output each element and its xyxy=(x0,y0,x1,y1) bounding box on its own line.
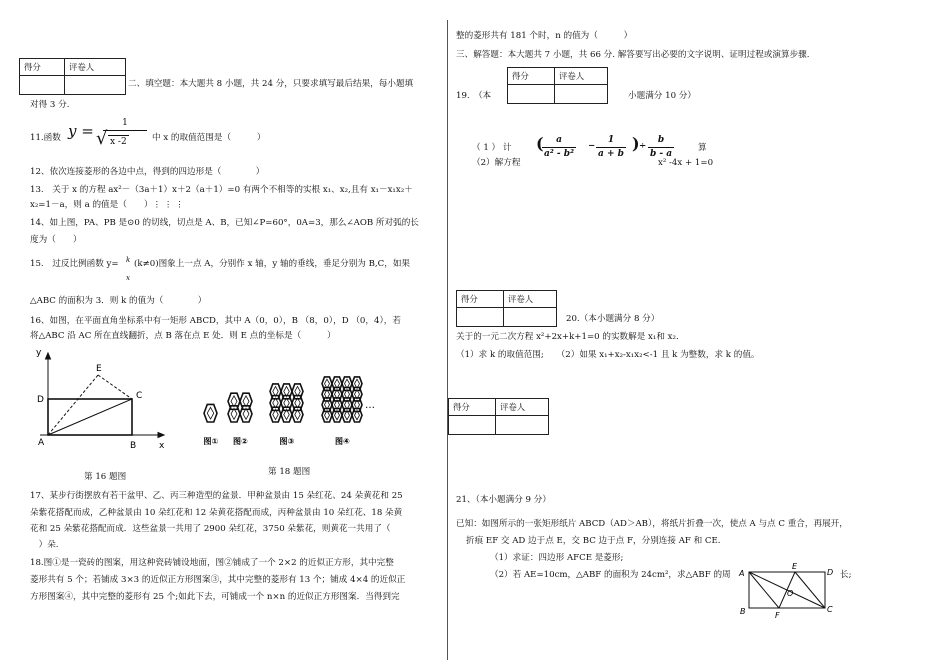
segment-ce xyxy=(795,572,825,608)
q19-part1: （ 1 ） 计 ( $\frac{a}{\text{a² - b²}}$ − $\frac{1}{a + b}$ ) ÷ $\frac{b}{b - a}$ 算 xyxy=(472,134,707,159)
question-17-cont-2: 花和 25 朵紫花搭配而成．这些盆景一共用了 2900 朵红花，3750 朵紫花，则黄花一共用了（ xyxy=(30,524,391,534)
question-18: 18.图①是一瓷砖的图案，用这种瓷砖铺设地面，图②铺成了一个 2×2 的近似正方形，其中完整 xyxy=(30,558,394,568)
q19-suffix: 小题满分 10 分） xyxy=(628,91,696,101)
grader-label: 评卷人 xyxy=(555,68,608,85)
figure-18-label: 图③ xyxy=(279,437,295,446)
figure-21 xyxy=(737,560,837,622)
question-13: 13. 关于 x 的方程 ax²－（3a＋1）x＋2（a＋1）=0 有两个不相等的实根 x₁、x₂,且有 x₁－x₁x₂＋ xyxy=(30,185,413,195)
label-d: D xyxy=(827,568,834,577)
q19-prefix: 19. （本 xyxy=(456,91,492,101)
fraction-a-over-a2b2: $\frac{a}{\text{a² - b²}}$ xyxy=(544,135,575,159)
question-14-cont: 度为（ ） xyxy=(30,235,82,245)
score-label: 得分 xyxy=(457,291,504,308)
q19-part2: （2）解方程 xyxy=(472,158,521,168)
label-a: A xyxy=(38,438,45,448)
q19-1-suffix: 算 xyxy=(698,143,707,153)
question-17-cont-1: 朵紫花搭配而成，乙种盆景由 10 朵红花和 12 朵黄花搭配而成，丙种盆景由 10 朵红花、18 朵黄 xyxy=(30,508,403,518)
question-14: 14、如上图，PA、PB 是⊙0 的切线，切点是 A、B，已知∠P=60°，0A=3，那么∠AOB 所对弧的长 xyxy=(30,218,419,228)
label-a: A xyxy=(739,569,745,578)
q21-part1: （1）求证：四边形 AFCE 是菱形; xyxy=(490,553,624,563)
question-21-cont: 折痕 EF 交 AD 边于点 E，交 BC 边于点 F，分别连接 AF 和 CE. xyxy=(466,536,721,546)
question-18-cont-2: 方形图案④，其中完整的菱形有 25 个;如此下去，可铺成一个 n×n 的近似正方形图案．当得到完 xyxy=(30,592,400,602)
question-21: 已知：如图所示的一张矩形纸片 ABCD（AD＞AB），将纸片折叠一次，使点 A 与点 C 重合，再展开， xyxy=(456,519,848,529)
figure-16 xyxy=(30,345,175,465)
segment-ec xyxy=(98,375,132,399)
q15-x: x xyxy=(126,274,130,282)
section2-heading: 二、填空题：本大题共 8 小题，共 24 分，只要求填写最后结果，每小题填 xyxy=(128,79,414,89)
q15-suffix: (k≠0)图象上一点 A，分别作 x 轴，y 轴的垂线，垂足分别为 B,C，如果 xyxy=(134,259,411,269)
question-15-cont: △ABC 的面积为 3．则 k 的值为（ ） xyxy=(30,296,207,306)
figure-18 xyxy=(198,360,376,452)
score-table-section2 xyxy=(19,58,126,95)
figure-18-ellipsis: … xyxy=(365,400,375,411)
segment-ae xyxy=(48,375,98,435)
score-label: 得分 xyxy=(20,59,65,76)
fraction-b-over-bma: $\frac{b}{b - a}$ xyxy=(650,135,673,159)
label-b: B xyxy=(130,441,137,451)
q11-prefix: 11.函数 xyxy=(30,133,61,143)
q15-prefix: 15. 过反比例函数 y= xyxy=(30,259,119,269)
question-17-cont-3: ）朵. xyxy=(30,540,59,550)
q19-part2-equation: x² -4x + 1=0 xyxy=(658,158,714,168)
q11-y: y = xyxy=(68,122,94,140)
q11-suffix: 中 x 的取值范围是（ ） xyxy=(152,133,266,143)
x-axis-arrow-icon xyxy=(158,433,164,438)
q21-part2-cont: 长; xyxy=(840,570,852,580)
figure-16-caption: 第 16 题图 xyxy=(84,472,127,482)
label-y: y xyxy=(36,348,42,358)
question-16-cont: 将△ABC 沿 AC 所在直线翻折，点 B 落在点 E 处．则 E 点的坐标是（ ） xyxy=(30,331,336,341)
fraction-1-over-apb: $\frac{1}{a + b}$ xyxy=(598,135,624,159)
grader-label: 评卷人 xyxy=(65,59,126,76)
segment-af xyxy=(749,572,779,608)
q21-part2: （2）若 AE=10cm，△ABF 的面积为 24cm²，求△ABF 的周 xyxy=(490,570,731,580)
label-c: C xyxy=(136,391,143,401)
label-c: C xyxy=(827,605,833,614)
label-d: D xyxy=(37,395,44,405)
question-18-cont-3: 整的菱形共有 181 个时，n 的值为（ ） xyxy=(456,31,633,41)
column-divider xyxy=(447,20,448,660)
figure-18-label: 图① xyxy=(203,437,219,446)
grader-label: 评卷人 xyxy=(496,399,549,416)
score-table-q21 xyxy=(448,398,549,435)
question-20: 关于的一元二次方程 x²+2x+k+1=0 的实数解是 x₁和 x₂. xyxy=(456,332,679,342)
question-18-cont-1: 菱形共有 5 个；若铺成 3×3 的近似正方形图案③，其中完整的菱形有 13 个；铺成 4×4 的近似正 xyxy=(30,575,406,585)
q21-title: 21、（本小题满分 9 分） xyxy=(456,495,551,505)
label-x: x xyxy=(159,441,165,451)
diagonal-ac xyxy=(48,399,132,435)
section3-heading: 三、解答题：本大题共 7 小题，共 66 分. 解答要写出必要的文字说明、证明过程或演算步骤. xyxy=(456,50,810,60)
rhombus-tile xyxy=(207,407,214,419)
question-17: 17、某步行街摆放有若干盆甲、乙、丙三种造型的盆景．甲种盆景由 15 朵红花、24 朵黄花和 25 xyxy=(30,491,403,501)
figure-18-label: 图④ xyxy=(335,437,350,446)
question-16: 16、如图，在平面直角坐标系中有一矩形 ABCD，其中 A（0，0），B （8，0），D （0，4），若 xyxy=(30,316,401,326)
q11-denominator: x -2 xyxy=(110,137,127,147)
score-table-q20 xyxy=(456,290,557,327)
score-label: 得分 xyxy=(508,68,555,85)
question-15 xyxy=(30,254,440,280)
label-e: E xyxy=(792,562,798,571)
score-table-q19 xyxy=(507,67,608,104)
q15-k: k xyxy=(126,256,131,264)
figure-18-caption: 第 18 题图 xyxy=(268,467,311,477)
label-e: E xyxy=(96,364,102,374)
question-20-parts: （1）求 k 的取值范围; （2）如果 x₁+x₂-x₁x₂<-1 且 k 为整数，求 k 的值。 xyxy=(456,350,760,360)
figure-18-label: 图② xyxy=(233,437,248,446)
q11-numerator: 1 xyxy=(122,118,128,128)
question-12: 12、依次连接菱形的各边中点，得到的四边形是（ ） xyxy=(30,167,265,177)
question-13-cont: x₂=1－a，则 a 的值是（ ）⋮ ⋮ ⋮ xyxy=(30,200,184,210)
section2-heading-cont: 对得 3 分. xyxy=(30,100,70,110)
label-b: B xyxy=(740,607,746,616)
sqrt-sign-icon: √ xyxy=(96,128,108,149)
grader-label: 评卷人 xyxy=(504,291,557,308)
label-o: O xyxy=(787,589,794,598)
label-f: F xyxy=(775,611,780,620)
q19-1-prefix: （ 1 ） 计 xyxy=(472,143,512,153)
q20-title: 20.（本小题满分 8 分） xyxy=(566,314,660,324)
y-axis-arrow-icon xyxy=(46,353,51,359)
score-label: 得分 xyxy=(449,399,496,416)
